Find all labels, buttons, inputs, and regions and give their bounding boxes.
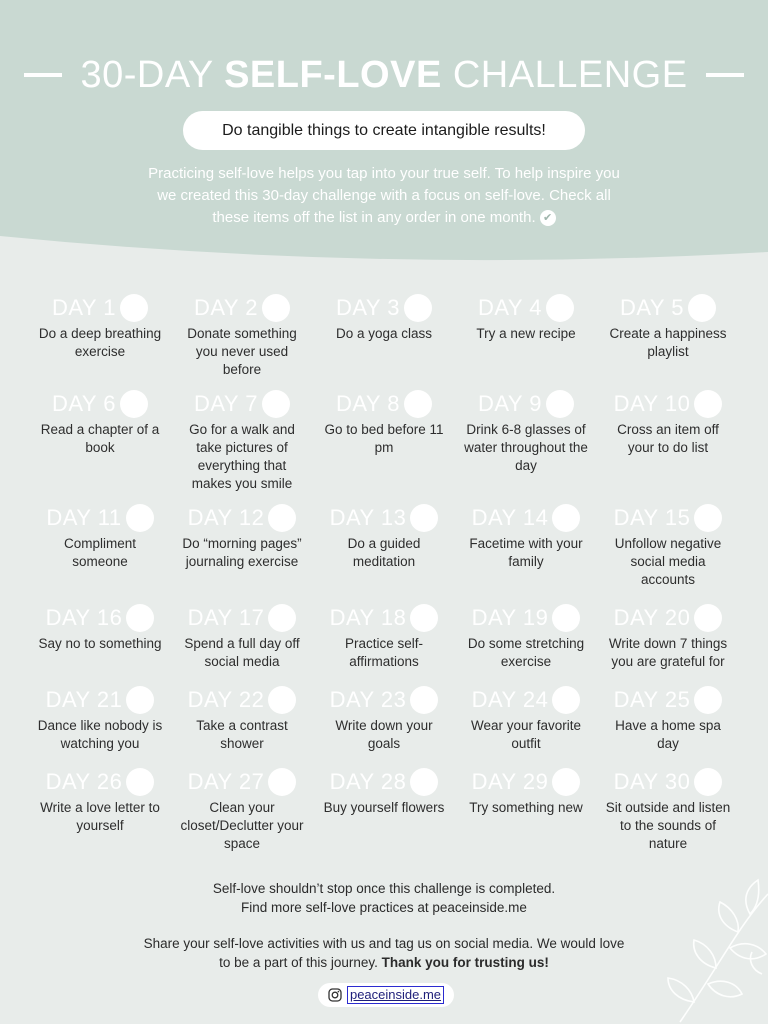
- footer-line-1: Self-love shouldn’t stop once this challenge is completed.: [212, 881, 556, 896]
- day-header: [313, 503, 455, 533]
- day-header: [171, 503, 313, 533]
- day-task-text: Spend a full day off social media: [184, 636, 300, 669]
- social-pill: [318, 983, 454, 1007]
- day-header: [29, 293, 171, 323]
- day-task-text: Drink 6-8 glasses of water throughout the day: [464, 422, 588, 473]
- tagline-pill: [183, 111, 585, 150]
- day-card: [171, 293, 313, 389]
- day-header: [313, 767, 455, 797]
- day-card: [29, 293, 171, 389]
- day-card: [29, 389, 171, 503]
- footer-line-2: Find more self-love practices at peaceinside.me: [241, 900, 527, 915]
- day-task-text: Read a chapter of a book: [40, 422, 160, 455]
- day-header: [455, 293, 597, 323]
- day-label: DAY 21: [45, 687, 123, 712]
- day-checkbox-circle[interactable]: [268, 504, 296, 532]
- day-task-text: Practice self-affirmations: [344, 636, 424, 669]
- day-header: [313, 603, 455, 633]
- day-card: [313, 767, 455, 849]
- day-card: [313, 603, 455, 685]
- day-task-text: Write a love letter to yourself: [40, 800, 160, 833]
- day-task-text: Write down 7 things you are grateful for: [608, 636, 728, 669]
- footer-share: [0, 934, 768, 972]
- day-header: [597, 389, 739, 419]
- day-header: [597, 767, 739, 797]
- day-header: [597, 503, 739, 533]
- day-header: [455, 685, 597, 715]
- day-checkbox-circle[interactable]: [694, 686, 722, 714]
- day-checkbox-circle[interactable]: [120, 390, 148, 418]
- day-card: [455, 293, 597, 389]
- day-task-text: Sit outside and listen to the sounds of nature: [605, 800, 731, 851]
- day-header: [171, 685, 313, 715]
- challenge-grid: [29, 293, 739, 849]
- day-card: [597, 685, 739, 767]
- day-task-text: Write down your goals: [335, 718, 433, 751]
- day-card: [597, 389, 739, 503]
- day-header: [171, 389, 313, 419]
- day-label: DAY 8: [335, 391, 401, 416]
- footer-thanks: Thank you for trusting us!: [381, 955, 549, 970]
- day-header: [29, 503, 171, 533]
- day-card: [29, 685, 171, 767]
- tagline-text: Do tangible things to create intangible results!: [222, 121, 546, 139]
- day-label: DAY 23: [329, 687, 407, 712]
- day-label: DAY 25: [613, 687, 691, 712]
- day-task-text: Unfollow negative social media accounts: [614, 536, 722, 587]
- day-card: [455, 603, 597, 685]
- day-checkbox-circle[interactable]: [410, 604, 438, 632]
- day-label: DAY 15: [613, 505, 691, 530]
- day-task-text: Go to bed before 11 pm: [324, 422, 444, 455]
- day-header: [455, 389, 597, 419]
- day-label: DAY 16: [45, 605, 123, 630]
- intro-line-2: we created this 30-day challenge with a focus on self-love. Check all: [157, 187, 611, 204]
- title-part-1: 30-DAY: [80, 53, 225, 96]
- day-header: [597, 293, 739, 323]
- social-handle-link[interactable]: peaceinside.me: [347, 986, 444, 1004]
- day-header: [313, 389, 455, 419]
- day-task-text: Go for a walk and take pictures of everything that makes you smile: [189, 422, 295, 491]
- day-label: DAY 13: [329, 505, 407, 530]
- day-checkbox-circle[interactable]: [552, 604, 580, 632]
- day-label: DAY 14: [471, 505, 549, 530]
- day-task-text: Do a deep breathing exercise: [38, 326, 162, 359]
- day-label: DAY 6: [51, 391, 117, 416]
- day-card: [455, 503, 597, 603]
- day-checkbox-circle[interactable]: [262, 390, 290, 418]
- day-task-text: Do some stretching exercise: [467, 636, 585, 669]
- title-dash-left: [24, 73, 62, 77]
- day-label: DAY 10: [613, 391, 691, 416]
- day-label: DAY 18: [329, 605, 407, 630]
- day-task-text: Dance like nobody is watching you: [37, 718, 163, 751]
- title-part-bold: SELF-LOVE: [224, 53, 442, 96]
- day-task-text: Cross an item off your to do list: [617, 422, 719, 455]
- day-checkbox-circle[interactable]: [120, 294, 148, 322]
- day-card: [597, 503, 739, 603]
- day-task-text: Do “morning pages” journaling exercise: [182, 536, 302, 569]
- day-checkbox-circle[interactable]: [410, 686, 438, 714]
- day-task-text: Compliment someone: [63, 536, 137, 569]
- page-title: [80, 54, 687, 97]
- day-header: [29, 389, 171, 419]
- title-dash-right: [706, 73, 744, 77]
- day-task-text: Have a home spa day: [615, 718, 721, 751]
- day-card: [455, 389, 597, 503]
- day-card: [29, 767, 171, 849]
- day-card: [597, 767, 739, 849]
- intro-paragraph: [110, 163, 658, 229]
- day-label: DAY 30: [613, 769, 691, 794]
- day-checkbox-circle[interactable]: [126, 686, 154, 714]
- day-card: [171, 389, 313, 503]
- day-label: DAY 12: [187, 505, 265, 530]
- intro-line-3: these items off the list in any order in one month.: [212, 209, 536, 226]
- day-label: DAY 22: [187, 687, 265, 712]
- footer-line-4: to be a part of this journey.: [219, 955, 382, 970]
- day-checkbox-circle[interactable]: [694, 768, 722, 796]
- day-task-text: Do a yoga class: [335, 326, 433, 341]
- day-task-text: Take a contrast shower: [196, 718, 288, 751]
- day-card: [313, 293, 455, 389]
- day-checkbox-circle[interactable]: [268, 768, 296, 796]
- day-card: [171, 685, 313, 767]
- intro-line-3-wrap: [110, 207, 658, 229]
- day-checkbox-circle[interactable]: [688, 294, 716, 322]
- day-header: [597, 603, 739, 633]
- day-task-text: Say no to something: [38, 636, 162, 651]
- day-label: DAY 4: [477, 295, 543, 320]
- title-row: [0, 52, 768, 98]
- day-task-text: Try a new recipe: [476, 326, 576, 341]
- day-card: [171, 603, 313, 685]
- day-task-text: Clean your closet/Declutter your space: [180, 800, 304, 851]
- day-label: DAY 2: [193, 295, 259, 320]
- day-card: [171, 503, 313, 603]
- title-part-2: CHALLENGE: [441, 53, 688, 96]
- day-label: DAY 26: [45, 769, 123, 794]
- day-header: [313, 685, 455, 715]
- day-card: [313, 685, 455, 767]
- day-task-text: Facetime with your family: [469, 536, 583, 569]
- intro-line-1: Practicing self-love helps you tap into your true self. To help inspire you: [148, 165, 620, 182]
- day-checkbox-circle[interactable]: [404, 294, 432, 322]
- day-task-text: Do a guided meditation: [347, 536, 421, 569]
- day-header: [171, 293, 313, 323]
- day-header: [455, 503, 597, 533]
- day-task-text: Create a happiness playlist: [609, 326, 727, 359]
- day-checkbox-circle[interactable]: [262, 294, 290, 322]
- day-card: [597, 293, 739, 389]
- day-label: DAY 11: [46, 505, 122, 530]
- day-card: [455, 767, 597, 849]
- day-card: [171, 767, 313, 849]
- day-checkbox-circle[interactable]: [268, 686, 296, 714]
- day-label: DAY 28: [329, 769, 407, 794]
- day-header: [29, 767, 171, 797]
- day-card: [455, 685, 597, 767]
- footer-line-4-wrap: [0, 953, 768, 972]
- day-label: DAY 20: [613, 605, 691, 630]
- day-task-text: Buy yourself flowers: [323, 800, 445, 815]
- instagram-icon: [328, 988, 342, 1002]
- day-card: [597, 603, 739, 685]
- day-checkbox-circle[interactable]: [552, 768, 580, 796]
- day-checkbox-circle[interactable]: [546, 390, 574, 418]
- day-checkbox-circle[interactable]: [410, 768, 438, 796]
- day-label: DAY 27: [187, 769, 265, 794]
- day-label: DAY 29: [471, 769, 549, 794]
- day-label: DAY 24: [471, 687, 549, 712]
- day-checkbox-circle[interactable]: [126, 768, 154, 796]
- day-header: [171, 603, 313, 633]
- day-label: DAY 17: [187, 605, 265, 630]
- day-card: [29, 503, 171, 603]
- day-checkbox-circle[interactable]: [694, 504, 722, 532]
- day-checkbox-circle[interactable]: [546, 294, 574, 322]
- day-header: [597, 685, 739, 715]
- day-label: DAY 5: [619, 295, 685, 320]
- day-checkbox-circle[interactable]: [552, 686, 580, 714]
- day-label: DAY 9: [477, 391, 543, 416]
- day-checkbox-circle[interactable]: [694, 390, 722, 418]
- leaf-branch-decoration: [660, 874, 768, 1024]
- day-label: DAY 7: [193, 391, 259, 416]
- day-label: DAY 19: [471, 605, 549, 630]
- day-header: [29, 685, 171, 715]
- day-card: [313, 503, 455, 603]
- day-task-text: Donate something you never used before: [187, 326, 297, 377]
- day-card: [313, 389, 455, 503]
- day-label: DAY 1: [51, 295, 117, 320]
- day-header: [29, 603, 171, 633]
- day-header: [171, 767, 313, 797]
- day-header: [455, 603, 597, 633]
- day-checkbox-circle[interactable]: [694, 604, 722, 632]
- day-task-text: Wear your favorite outfit: [470, 718, 582, 751]
- day-checkbox-circle[interactable]: [126, 504, 154, 532]
- footer-line-3: Share your self-love activities with us and tag us on social media. We would love: [143, 936, 625, 951]
- footer-note: [0, 879, 768, 917]
- day-header: [313, 293, 455, 323]
- day-checkbox-circle[interactable]: [404, 390, 432, 418]
- day-task-text: Try something new: [469, 800, 583, 815]
- day-checkbox-circle[interactable]: [410, 504, 438, 532]
- day-header: [455, 767, 597, 797]
- day-label: DAY 3: [335, 295, 401, 320]
- day-checkbox-circle[interactable]: [126, 604, 154, 632]
- heart-check-icon: ✔: [540, 210, 556, 226]
- day-checkbox-circle[interactable]: [552, 504, 580, 532]
- day-checkbox-circle[interactable]: [268, 604, 296, 632]
- day-card: [29, 603, 171, 685]
